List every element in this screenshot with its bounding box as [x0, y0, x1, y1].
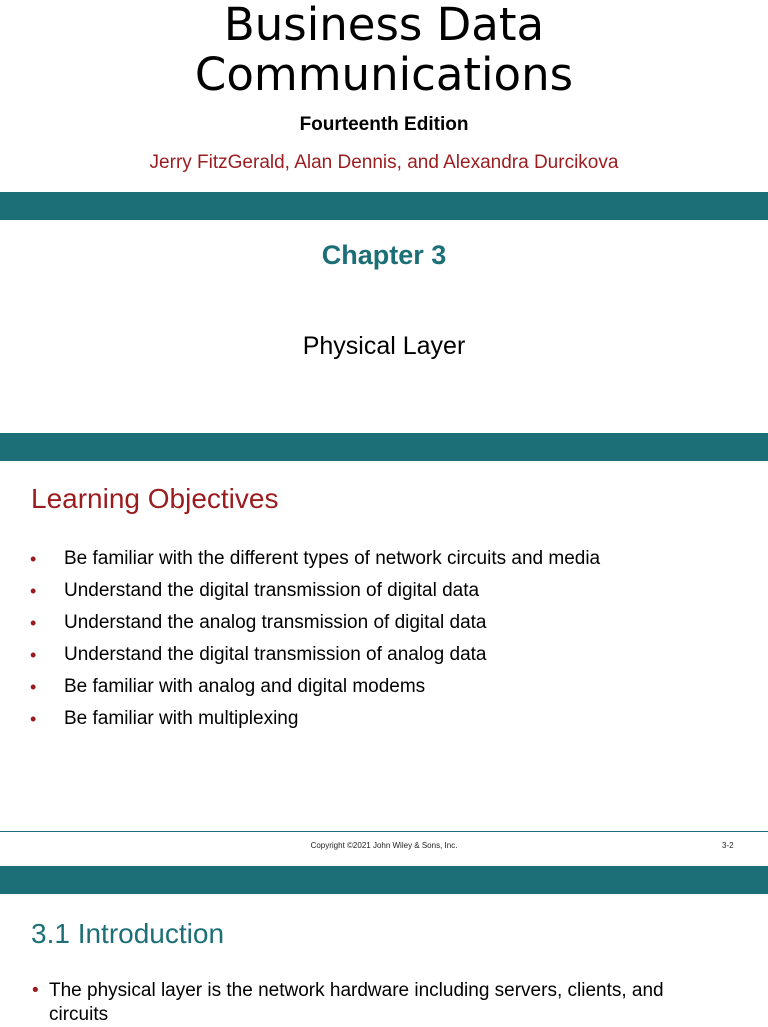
intro-line-2: circuits	[49, 1004, 109, 1025]
slide-divider-band-3	[0, 866, 768, 894]
list-item	[30, 543, 600, 575]
edition-label: Fourteenth Edition	[299, 114, 469, 135]
bullet-icon: •	[32, 980, 39, 1001]
introduction-bullet	[32, 979, 732, 1027]
objective-text: Understand the digital transmission of analog data	[64, 644, 487, 665]
footer-rule	[0, 831, 768, 832]
bullet-icon: •	[30, 612, 37, 633]
intro-line-1: The physical layer is the network hardware including servers, clients, and	[49, 980, 664, 1001]
bullet-icon: •	[30, 676, 37, 697]
list-item	[30, 607, 600, 639]
bullet-icon: •	[30, 644, 37, 665]
objective-text: Understand the analog transmission of digital data	[64, 612, 487, 633]
book-title-line-1: Business Data	[223, 0, 545, 51]
chapter-title: Chapter 3	[321, 240, 447, 270]
introduction-heading: 3.1 Introduction	[31, 918, 225, 949]
bullet-icon: •	[30, 548, 37, 569]
objectives-list	[30, 543, 600, 735]
bullet-icon: •	[30, 580, 37, 601]
slide-divider-band-1	[0, 192, 768, 220]
list-item	[30, 671, 600, 703]
objective-text: Be familiar with analog and digital modems	[64, 676, 426, 697]
list-item	[30, 575, 600, 607]
objective-text: Be familiar with the different types of network circuits and media	[64, 548, 601, 569]
objective-text: Be familiar with multiplexing	[64, 708, 299, 729]
page-number: 3-2	[722, 841, 734, 850]
slide-divider-band-2	[0, 433, 768, 461]
chapter-subtitle: Physical Layer	[302, 332, 466, 360]
list-item	[30, 703, 600, 735]
copyright-notice: Copyright ©2021 John Wiley & Sons, Inc.	[310, 841, 458, 850]
bullet-icon: •	[30, 708, 37, 729]
learning-objectives-heading: Learning Objectives	[31, 483, 279, 514]
book-title-line-2: Communications	[194, 48, 574, 101]
book-title	[0, 0, 768, 100]
authors-line: Jerry FitzGerald, Alan Dennis, and Alexandra Durcikova	[149, 152, 619, 173]
objective-text: Understand the digital transmission of digital data	[64, 580, 480, 601]
list-item	[30, 639, 600, 671]
